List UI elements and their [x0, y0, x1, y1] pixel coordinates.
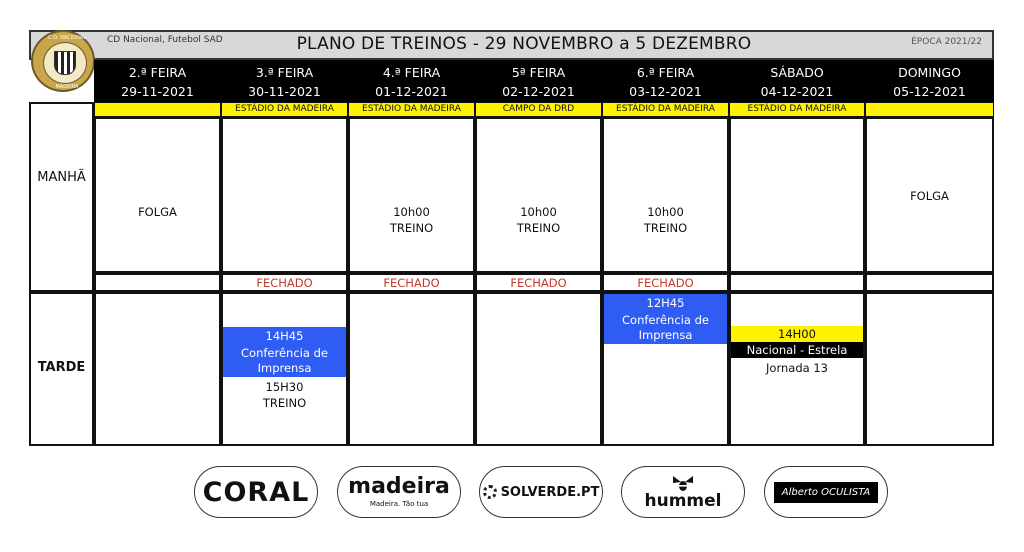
club-name: CD Nacional, Futebol SAD: [107, 35, 223, 45]
session-time: 10h00: [393, 205, 430, 219]
training-plan-sheet: [29, 30, 994, 446]
venue-wednesday: ESTÁDIO DA MADEIRA: [348, 102, 475, 117]
day-name: SÁBADO: [770, 65, 824, 80]
closed-status: FECHADO: [383, 276, 440, 290]
hummel-bee-icon: [670, 474, 696, 492]
day-header-monday: [94, 60, 221, 102]
day-date: 01-12-2021: [375, 84, 448, 99]
morning-cell-saturday: [729, 117, 865, 273]
day-date: 05-12-2021: [893, 84, 966, 99]
press-time: 14H45: [265, 329, 304, 343]
sponsor-madeira-logo: [337, 466, 461, 518]
session-time: 10h00: [647, 205, 684, 219]
press-label-line2: Imprensa: [257, 361, 312, 375]
solverde-wordmark: SOLVERDE.PT: [500, 484, 600, 500]
day-header-saturday: [729, 60, 865, 102]
day-date: 30-11-2021: [248, 84, 321, 99]
season-label: ÉPOCA 2021/22: [911, 37, 982, 47]
press-time: 12H45: [646, 296, 685, 310]
afternoon-cell-sunday: [865, 292, 994, 446]
logo-bottom-text: MADEIRA: [55, 84, 79, 90]
press-conference-block: [223, 327, 346, 377]
status-cell-wednesday: [348, 273, 475, 292]
closed-status: FECHADO: [510, 276, 567, 290]
session-label: TREINO: [516, 221, 561, 235]
day-date: 03-12-2021: [629, 84, 702, 99]
match-teams-block: [731, 342, 863, 358]
closed-status: FECHADO: [637, 276, 694, 290]
status-cell-friday: [602, 273, 729, 292]
press-conference-block: [604, 294, 727, 344]
afternoon-cell-tuesday: [221, 292, 348, 446]
day-name: DOMINGO: [898, 65, 961, 80]
match-teams: Nacional - Estrela: [746, 343, 848, 357]
venue-monday: [94, 102, 221, 117]
venue-sunday: [865, 102, 994, 117]
day-header-friday: [602, 60, 729, 102]
day-header-sunday: [865, 60, 994, 102]
day-date: 04-12-2021: [760, 84, 834, 99]
session-time: 10h00: [520, 205, 557, 219]
club-crest-logo: [31, 30, 95, 92]
session-label: TREINO: [262, 396, 307, 410]
venue-tuesday: ESTÁDIO DA MADEIRA: [221, 102, 348, 117]
coral-wordmark: CORAL: [202, 476, 310, 508]
hummel-wordmark: hummel: [644, 491, 722, 511]
match-round: Jornada 13: [766, 361, 828, 375]
venue-saturday: ESTÁDIO DA MADEIRA: [729, 102, 865, 117]
morning-cell-thursday: [475, 117, 602, 273]
day-date: 29-11-2021: [121, 84, 194, 99]
morning-cell-friday: [602, 117, 729, 273]
venue-thursday: CAMPO DA DRD: [475, 102, 602, 117]
press-label-line2: Imprensa: [638, 328, 693, 342]
status-cell-monday: [94, 273, 221, 292]
row-label-afternoon: [29, 292, 94, 446]
page-title: PLANO DE TREINOS - 29 NOVEMBRO a 5 DEZEMBRO: [296, 34, 752, 54]
afternoon-cell-saturday: [729, 292, 865, 446]
day-name: 6.ª FEIRA: [636, 65, 695, 80]
sponsor-coral-logo: [194, 466, 318, 518]
match-time: 14H00: [778, 327, 816, 341]
day-date: 02-12-2021: [502, 84, 575, 99]
afternoon-cell-friday: [602, 292, 729, 446]
row-label-morning: [29, 102, 94, 292]
morning-label: MANHÃ: [37, 170, 86, 185]
day-header-tuesday: [221, 60, 348, 102]
morning-cell-wednesday: [348, 117, 475, 273]
afternoon-cell-wednesday: [348, 292, 475, 446]
logo-top-text: C.D. NACIONAL: [47, 35, 87, 41]
morning-cell-sunday: [865, 117, 994, 273]
status-cell-sunday: [865, 273, 994, 292]
day-name: 3.ª FEIRA: [255, 65, 314, 80]
status-cell-saturday: [729, 273, 865, 292]
afternoon-label: TARDE: [37, 360, 86, 375]
sponsor-alberto-logo: [764, 466, 888, 518]
day-header-thursday: [475, 60, 602, 102]
madeira-wordmark: madeira: [348, 474, 450, 499]
session-time: 15H30: [265, 380, 304, 394]
morning-cell-tuesday: [221, 117, 348, 273]
afternoon-cell-thursday: [475, 292, 602, 446]
day-name: 5ª FEIRA: [511, 65, 566, 80]
alberto-wordmark: Alberto OCULISTA: [774, 482, 879, 503]
morning-text: FOLGA: [138, 205, 177, 219]
sponsor-solverde-logo: [479, 466, 603, 518]
morning-cell-monday: [94, 117, 221, 273]
press-label-line1: Conferência de: [622, 313, 709, 327]
afternoon-cell-monday: [94, 292, 221, 446]
closed-status: FECHADO: [256, 276, 313, 290]
session-label: TREINO: [643, 221, 688, 235]
day-name: 2.ª FEIRA: [128, 65, 187, 80]
sponsor-hummel-logo: [621, 466, 745, 518]
madeira-tagline: Madeira. Tão tua: [369, 500, 429, 508]
status-cell-thursday: [475, 273, 602, 292]
session-label: TREINO: [389, 221, 434, 235]
morning-text: FOLGA: [910, 189, 949, 203]
status-cell-tuesday: [221, 273, 348, 292]
match-time-block: [731, 326, 863, 342]
shield-icon: [54, 51, 76, 75]
logo-inner-ring: [43, 42, 87, 84]
solverde-sun-icon: [483, 485, 497, 499]
press-label-line1: Conferência de: [241, 346, 328, 360]
day-header-wednesday: [348, 60, 475, 102]
venue-friday: ESTÁDIO DA MADEIRA: [602, 102, 729, 117]
day-name: 4.ª FEIRA: [382, 65, 441, 80]
